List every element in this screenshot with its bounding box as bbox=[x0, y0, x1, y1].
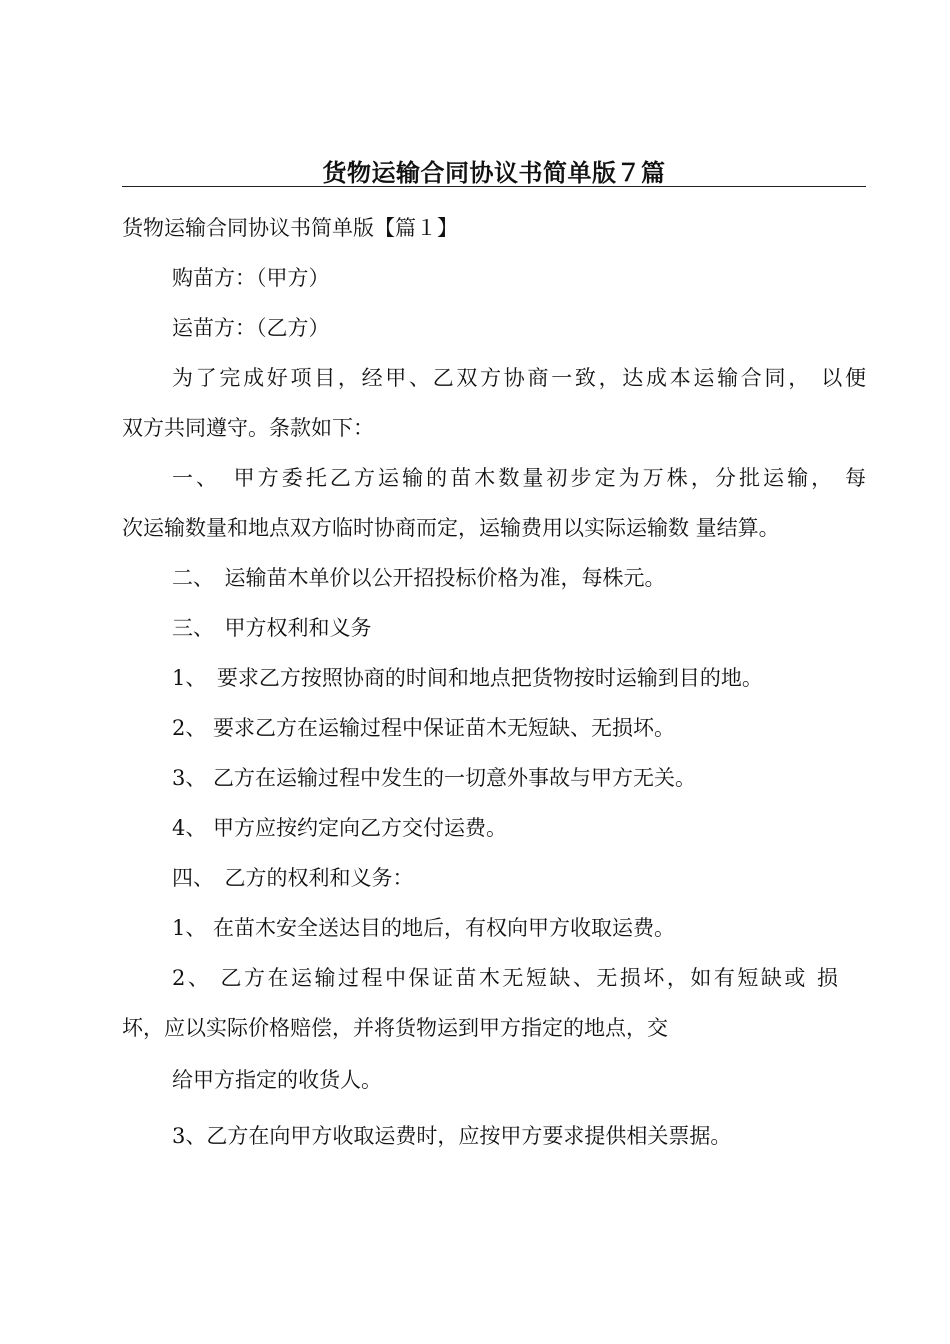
paragraph-line: 3、乙方在向甲方收取运费时，应按甲方要求提供相关票据。 bbox=[172, 1124, 732, 1148]
paragraph-line: 二、 运输苗木单价以公开招投标价格为准，每株元。 bbox=[172, 566, 666, 590]
paragraph-line: 次运输数量和地点双方临时协商而定，运输费用以实际运输数 量结算。 bbox=[122, 516, 780, 540]
document-title: 货物运输合同协议书简单版７篇 bbox=[322, 158, 666, 187]
paragraph-line: 为了完成好项目，经甲、乙双方协商一致，达成本运输合同， 以便 bbox=[172, 366, 866, 390]
paragraph-line: 一、 甲方委托乙方运输的苗木数量初步定为万株，分批运输， 每 bbox=[172, 466, 866, 490]
paragraph-line: 1、 要求乙方按照协商的时间和地点把货物按时运输到目的地。 bbox=[172, 666, 763, 690]
paragraph-line: 三、 甲方权利和义务 bbox=[172, 616, 372, 640]
paragraph-line: 给甲方指定的收货人。 bbox=[172, 1068, 382, 1092]
paragraph-line: 购苗方：（甲方） bbox=[172, 266, 330, 290]
paragraph-line: 四、 乙方的权利和义务： bbox=[172, 866, 414, 890]
title-underline bbox=[122, 186, 866, 187]
paragraph-line: 2、 要求乙方在运输过程中保证苗木无短缺、无损坏。 bbox=[172, 716, 676, 740]
paragraph-line: 4、 甲方应按约定向乙方交付运费。 bbox=[172, 816, 508, 840]
paragraph-line: 3、 乙方在运输过程中发生的一切意外事故与甲方无关。 bbox=[172, 766, 697, 790]
paragraph-line: 1、 在苗木安全送达目的地后，有权向甲方收取运费。 bbox=[172, 916, 676, 940]
paragraph-line: 2、 乙方在运输过程中保证苗木无短缺、无损坏，如有短缺或 损 bbox=[172, 966, 838, 990]
section-heading: 货物运输合同协议书简单版【篇１】 bbox=[122, 216, 458, 240]
paragraph-line: 坏，应以实际价格赔偿，并将货物运到甲方指定的地点，交 bbox=[122, 1016, 668, 1040]
paragraph-line: 运苗方：（乙方） bbox=[172, 316, 330, 340]
paragraph-line: 双方共同遵守。条款如下： bbox=[122, 416, 374, 440]
